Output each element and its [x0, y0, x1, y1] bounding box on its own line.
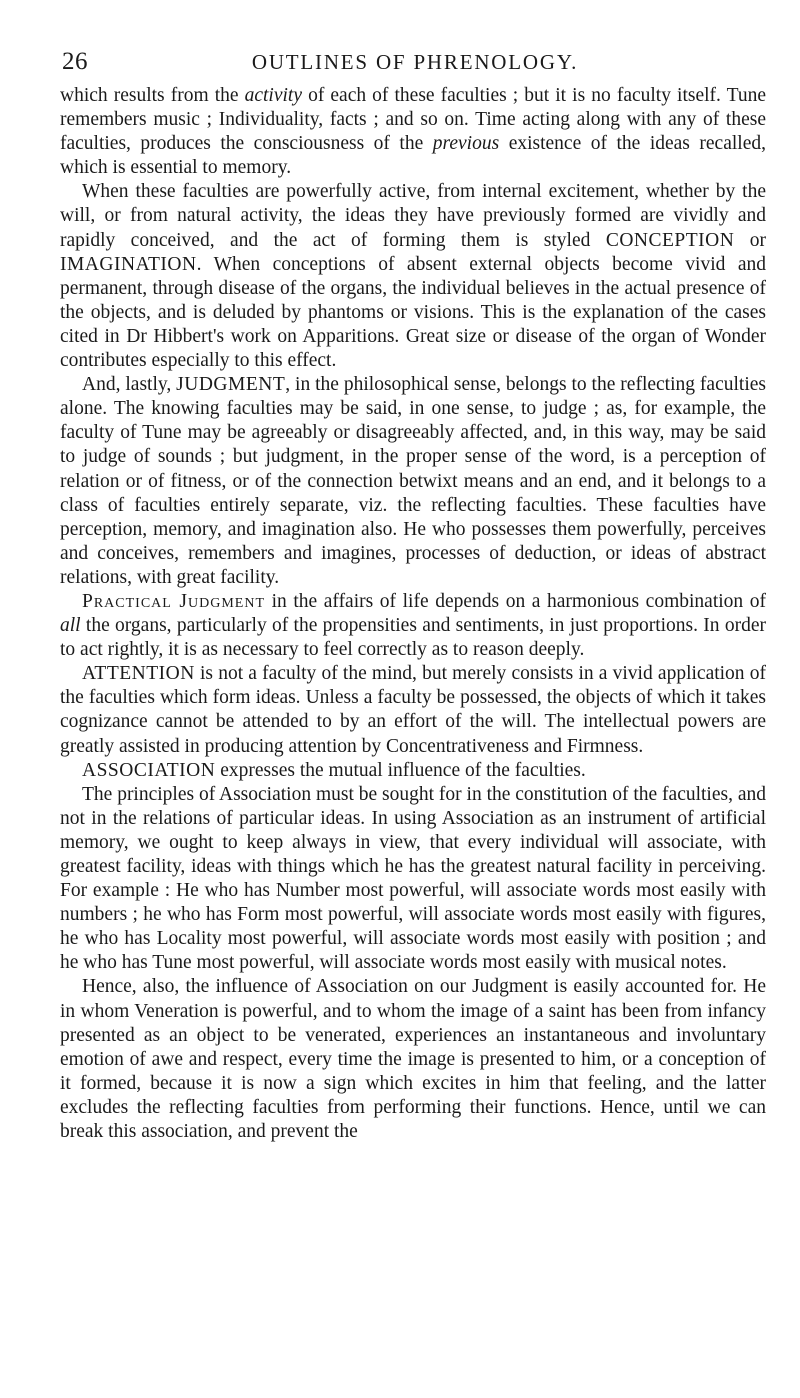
text-span: The principles of Association must be sought for in the constitution of the faculties, and not in the relations of particular ideas. In using Association as an instrument of artificial memory, we ought to keep always in view, that every individual will associate, with greatest facility, ideas with things which he has the greatest natural facility in perceiving. For example : He who has Number most powerful, will associate words most easily with numbers ; he who has Form most powerful, will associate words most easily with figures, he who has Locality most powerful, will associate words most easily with position ; and he who has Tune most powerful, will associate words most easily with musical notes.: [60, 783, 766, 974]
text-span: Hence, also, the influence of Association on our Judgment is easily accounted for. He in whom Veneration is powerful, and to whom the image of a saint has been from infancy presented as an object to be venerated, experiences an instantaneous and involuntary emotion of awe and respect, every time the image is presented to him, or a conception of it formed, because it is now a sign which excites in him that feeling, and the latter excludes the reflecting faculties from performing their functions. Hence, until we can break this association, and prevent the: [60, 976, 766, 1143]
text-span: is not a faculty of the mind, but merely consists in a vivid application of the faculties which form ideas. Unless a faculty be possessed, the objects of which it takes cognizance cannot be attended to by an effort of the will. The intellectual powers are greatly assisted in producing attention by Concentrativeness and Firmness.: [60, 663, 766, 757]
paragraph-2: [60, 180, 766, 373]
text-span: . When conceptions of absent external objects become vivid and permanent, through disease of the organs, the individual believes in the actual presence of the objects, and is deluded by phantoms or visions. This is the explanation of the cases cited in Dr Hibbert's work on Apparitions. Great size or disease of the organ of Wonder contributes especially to this effect.: [60, 253, 766, 372]
text-span: expresses the mutual influence of the faculties.: [215, 759, 586, 781]
text-span: which results from the: [60, 85, 245, 106]
paragraph-7: [60, 783, 766, 976]
text-span: existence of the ideas recalled, which is essential to memory.: [60, 133, 766, 179]
term-association: ASSOCIATION: [82, 759, 216, 781]
term-practical-judgment: Practical Judgment: [82, 590, 266, 612]
page-header: [62, 48, 768, 82]
page-number: 26: [62, 48, 88, 75]
term-attention: ATTENTION: [82, 663, 195, 685]
text-span: When these faculties are powerfully active, from internal excitement, whether by the will, or from natural activity, the ideas they have previously formed are vividly and rapidly conceived, and the act of forming them is styled: [60, 181, 766, 251]
running-title: OUTLINES OF PHRENOLOGY.: [251, 50, 579, 74]
text-span: , in the philosophical sense, belongs to the reflecting faculties alone. The knowing faculties may be said, in one sense, to judge ; as, for example, the faculty of Tune may be agreeably or disagreeably affected, and, in this way, may be said to judge of sounds ; but judgment, in the proper sense of the word, is a perception of relation or of fitness, or of the connection betwixt means and an end, and it belongs to a class of faculties entirely separate, viz. the reflecting faculties. These faculties have perception, memory, and imagination also. He who possesses them powerfully, perceives and conceives, remembers and imagines, processes of deduction, or ideas of abstract relations, with great facility.: [60, 374, 766, 588]
italic-term: activity: [244, 85, 302, 106]
text-span: And, lastly,: [82, 374, 177, 396]
paragraph-8: [60, 975, 766, 1144]
text-span: the organs, particularly of the propensities and sentiments, in just proportions. In order to act rightly, it is as necessary to feel correctly as to reason deeply.: [60, 615, 766, 661]
text-span: in the affairs of life depends on a harmonious combination of: [265, 590, 766, 612]
paragraph-5: [60, 662, 766, 758]
paragraph-4: [60, 590, 766, 662]
paragraph-6: [60, 759, 766, 783]
term-imagination: IMAGINATION: [60, 253, 197, 275]
text-span: or: [734, 229, 767, 251]
text-span: of each of these faculties ; but it is no faculty itself. Tune remembers music ; Individuality, facts ; and so on. Time acting along with any of these faculties, produces the consciousness of the: [60, 85, 767, 155]
term-judgment: JUDGMENT: [176, 374, 286, 396]
paragraph-3: [60, 373, 766, 590]
term-conception: CONCEPTION: [605, 229, 735, 251]
italic-term: previous: [432, 133, 500, 155]
italic-term: all: [60, 615, 81, 637]
body-text: [60, 84, 766, 1144]
paragraph-1: [60, 84, 766, 180]
